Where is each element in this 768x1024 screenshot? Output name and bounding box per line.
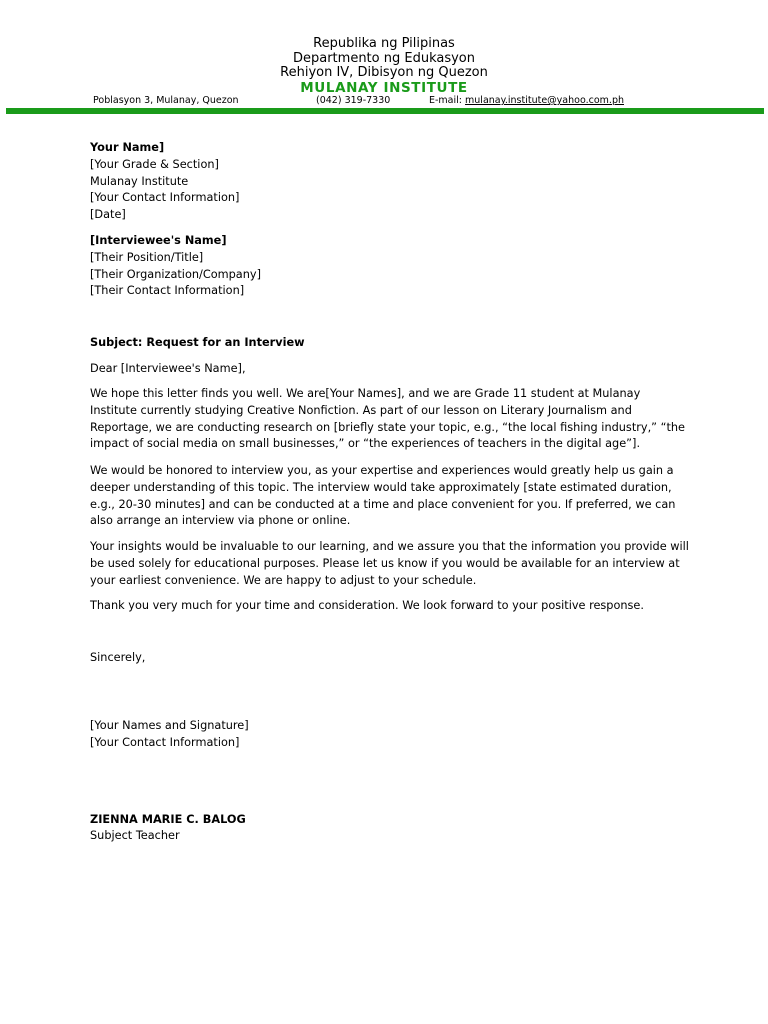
recipient-position: [Their Position/Title]	[90, 250, 204, 264]
teacher-title: Subject Teacher	[90, 828, 180, 842]
header-divider	[6, 108, 764, 114]
teacher-block	[90, 812, 690, 843]
email-label: E-mail:	[429, 95, 462, 106]
letterhead-address: Poblasyon 3, Mulanay, Quezon	[93, 95, 239, 106]
recipient-contact: [Their Contact Information]	[90, 284, 245, 298]
letter-subject: Subject: Request for an Interview	[90, 336, 305, 349]
body-paragraph-4: Thank you very much for your time and consideration. We look forward to your positive response.	[90, 599, 644, 612]
letterhead	[0, 37, 768, 96]
signature-contact: [Your Contact Information]	[90, 735, 240, 749]
letterhead-department: Departmento ng Edukasyon	[292, 50, 475, 66]
recipient-name: [Interviewee's Name]	[90, 234, 227, 247]
letterhead-country: Republika ng Pilipinas	[313, 36, 455, 51]
letter-salutation: Dear [Interviewee's Name],	[90, 362, 246, 375]
body-paragraph-3: Your insights would be invaluable to our learning, and we assure you that the information you provide will be used solely for educational purposes. Please let us know if you would be available for an interview at your earliest convenience. We are happy to adjust to your schedule.	[90, 540, 689, 587]
letterhead-region: Rehiyon IV, Dibisyon ng Quezon	[280, 65, 488, 80]
sender-block	[90, 140, 690, 224]
sender-grade: [Your Grade & Section]	[90, 157, 219, 171]
teacher-name: ZIENNA MARIE C. BALOG	[90, 813, 246, 826]
sender-name: Your Name]	[90, 141, 165, 154]
body-paragraph-2: We would be honored to interview you, as your expertise and experiences would greatly help us gain a deeper understanding of this topic. The interview would take approximately [state estimated duration, e.g., 20-30 minutes] and can be conducted at a time and place convenient for you. If preferred, we can also arrange an interview via phone or online.	[90, 464, 676, 528]
email-link[interactable]: mulanay.institute@yahoo.com.ph	[465, 95, 624, 106]
recipient-block	[90, 233, 690, 300]
body-paragraph-1: We hope this letter finds you well. We are[Your Names], and we are Grade 11 student at Mulanay Institute currently studying Creative Nonfiction. As part of our lesson on Literary Journalism and Reportage, we are conducting research on [briefly state your topic, e.g., “the local fishing industry,” “the impact of social media on small businesses,” or “the experiences of teachers in the digital age”].	[90, 387, 686, 451]
letter-closing: Sincerely,	[90, 651, 146, 664]
sender-school: Mulanay Institute	[90, 174, 189, 188]
signature-block	[90, 718, 690, 752]
signature-names: [Your Names and Signature]	[90, 719, 249, 732]
letterhead-phone: (042) 319-7330	[316, 95, 391, 106]
sender-contact: [Your Contact Information]	[90, 191, 240, 205]
recipient-organization: [Their Organization/Company]	[90, 267, 261, 281]
institution-name: MULANAY INSTITUTE	[300, 79, 468, 96]
letter-date: [Date]	[90, 208, 126, 222]
letterhead-email-group	[429, 95, 624, 106]
